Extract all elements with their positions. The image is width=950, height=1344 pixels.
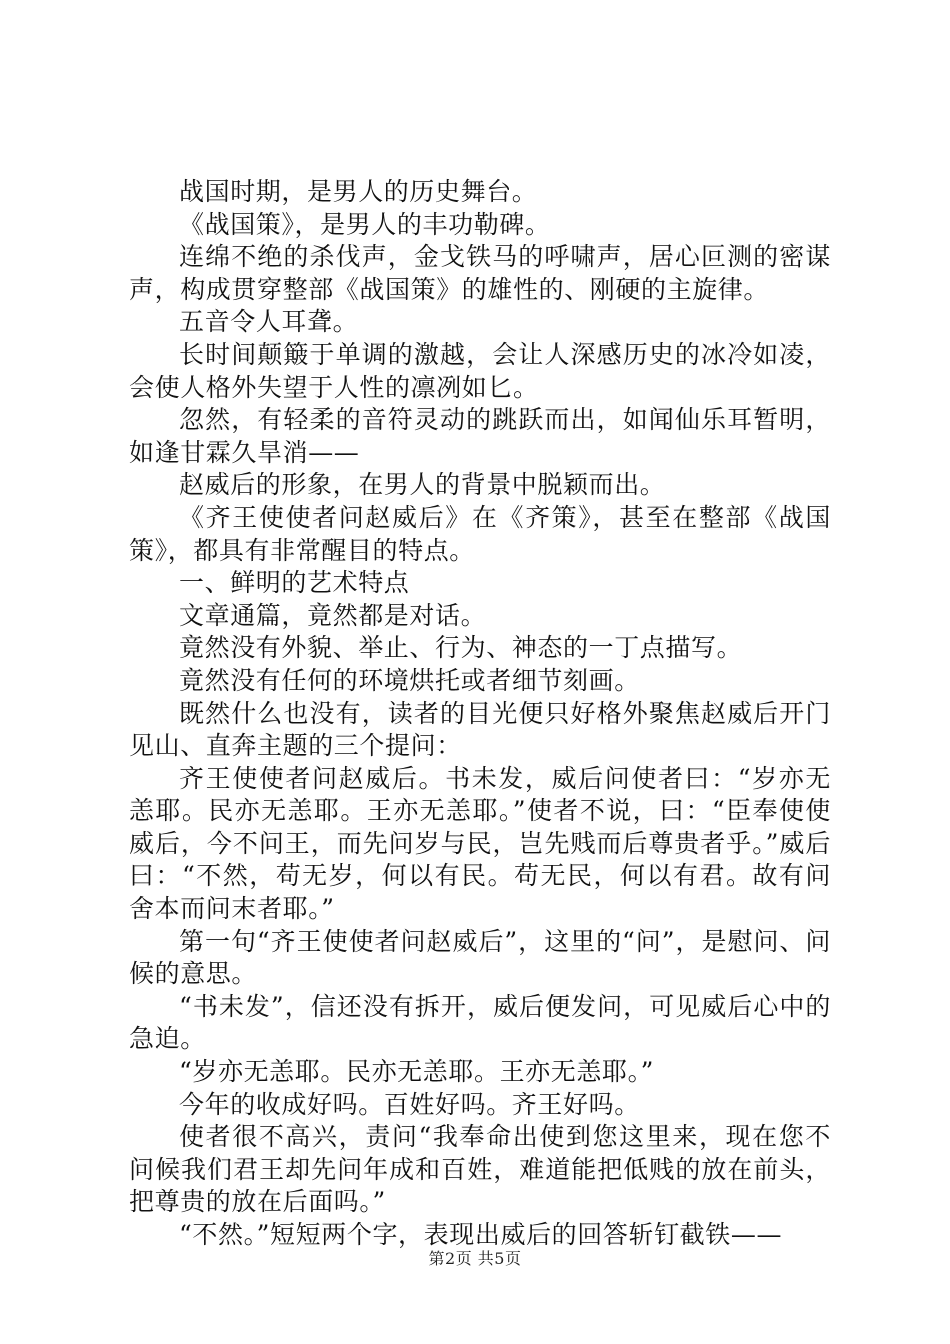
page-number-footer: 第2页 共5页 (428, 1249, 522, 1268)
paragraph: 《齐王使使者问赵威后》在《齐策》，甚至在整部《战国策》，都具有非常醒目的特点。 (129, 502, 831, 565)
paragraph: 五音令人耳聋。 (179, 307, 359, 337)
paragraph: 赵威后的形象，在男人的背景中脱颖而出。 (179, 470, 666, 500)
paragraph: “岁亦无恙耶。民亦无恙耶。王亦无恙耶。” (179, 1057, 655, 1087)
quotation-paragraph: 齐王使使者问赵威后。书未发，威后问使者曰：“岁亦无恙耶。民亦无恙耶。王亦无恙耶。”使者不说，曰：“臣奉使使威后，今不问王，而先问岁与民，岂先贱而后尊贵者乎。”威后曰：“不然，苟无岁，何以有民。苟无民，何以有君。故有问舍本而问末者耶。” (129, 763, 831, 924)
paragraph: 竟然没有外貌、举止、行为、神态的一丁点描写。 (179, 633, 743, 663)
paragraph: 竟然没有任何的环境烘托或者细节刻画。 (179, 665, 640, 695)
paragraph: “不然。”短短两个字，表现出威后的回答斩钉截铁—— (179, 1220, 783, 1249)
paragraph: 既然什么也没有，读者的目光便只好格外聚焦赵威后开门见山、直奔主题的三个提问： (129, 698, 831, 761)
paragraph: 忽然，有轻柔的音符灵动的跳跃而出，如闻仙乐耳暂明，如逢甘霖久旱消—— (129, 405, 831, 467)
paragraph: 战国时期，是男人的历史舞台。 (179, 177, 538, 206)
paragraph: 今年的收成好吗。百姓好吗。齐王好吗。 (179, 1089, 640, 1119)
article-body (129, 176, 831, 1252)
section-heading: 一、鲜明的艺术特点 (179, 568, 410, 598)
paragraph: 《战国策》，是男人的丰功勒碑。 (179, 209, 551, 239)
paragraph: 第一句“齐王使使者问赵威后”，这里的“问”，是慰问、问候的意思。 (129, 926, 831, 989)
paragraph: 文章通篇，竟然都是对话。 (179, 600, 487, 630)
paragraph: 使者很不高兴，责问“我奉命出使到您这里来，现在您不问候我们君王却先问年成和百姓，难道能把低贱的放在前头，把尊贵的放在后面吗。” (129, 1122, 831, 1217)
paragraph: “书未发”，信还没有拆开，威后便发问，可见威后心中的急迫。 (129, 991, 831, 1054)
paragraph: 长时间颠簸于单调的激越，会让人深感历史的冰冷如凌，会使人格外失望于人性的凛冽如匕。 (129, 339, 831, 402)
paragraph: 连绵不绝的杀伐声，金戈铁马的呼啸声，居心叵测的密谋声，构成贯穿整部《战国策》的雄性的、刚硬的主旋律。 (129, 242, 831, 304)
